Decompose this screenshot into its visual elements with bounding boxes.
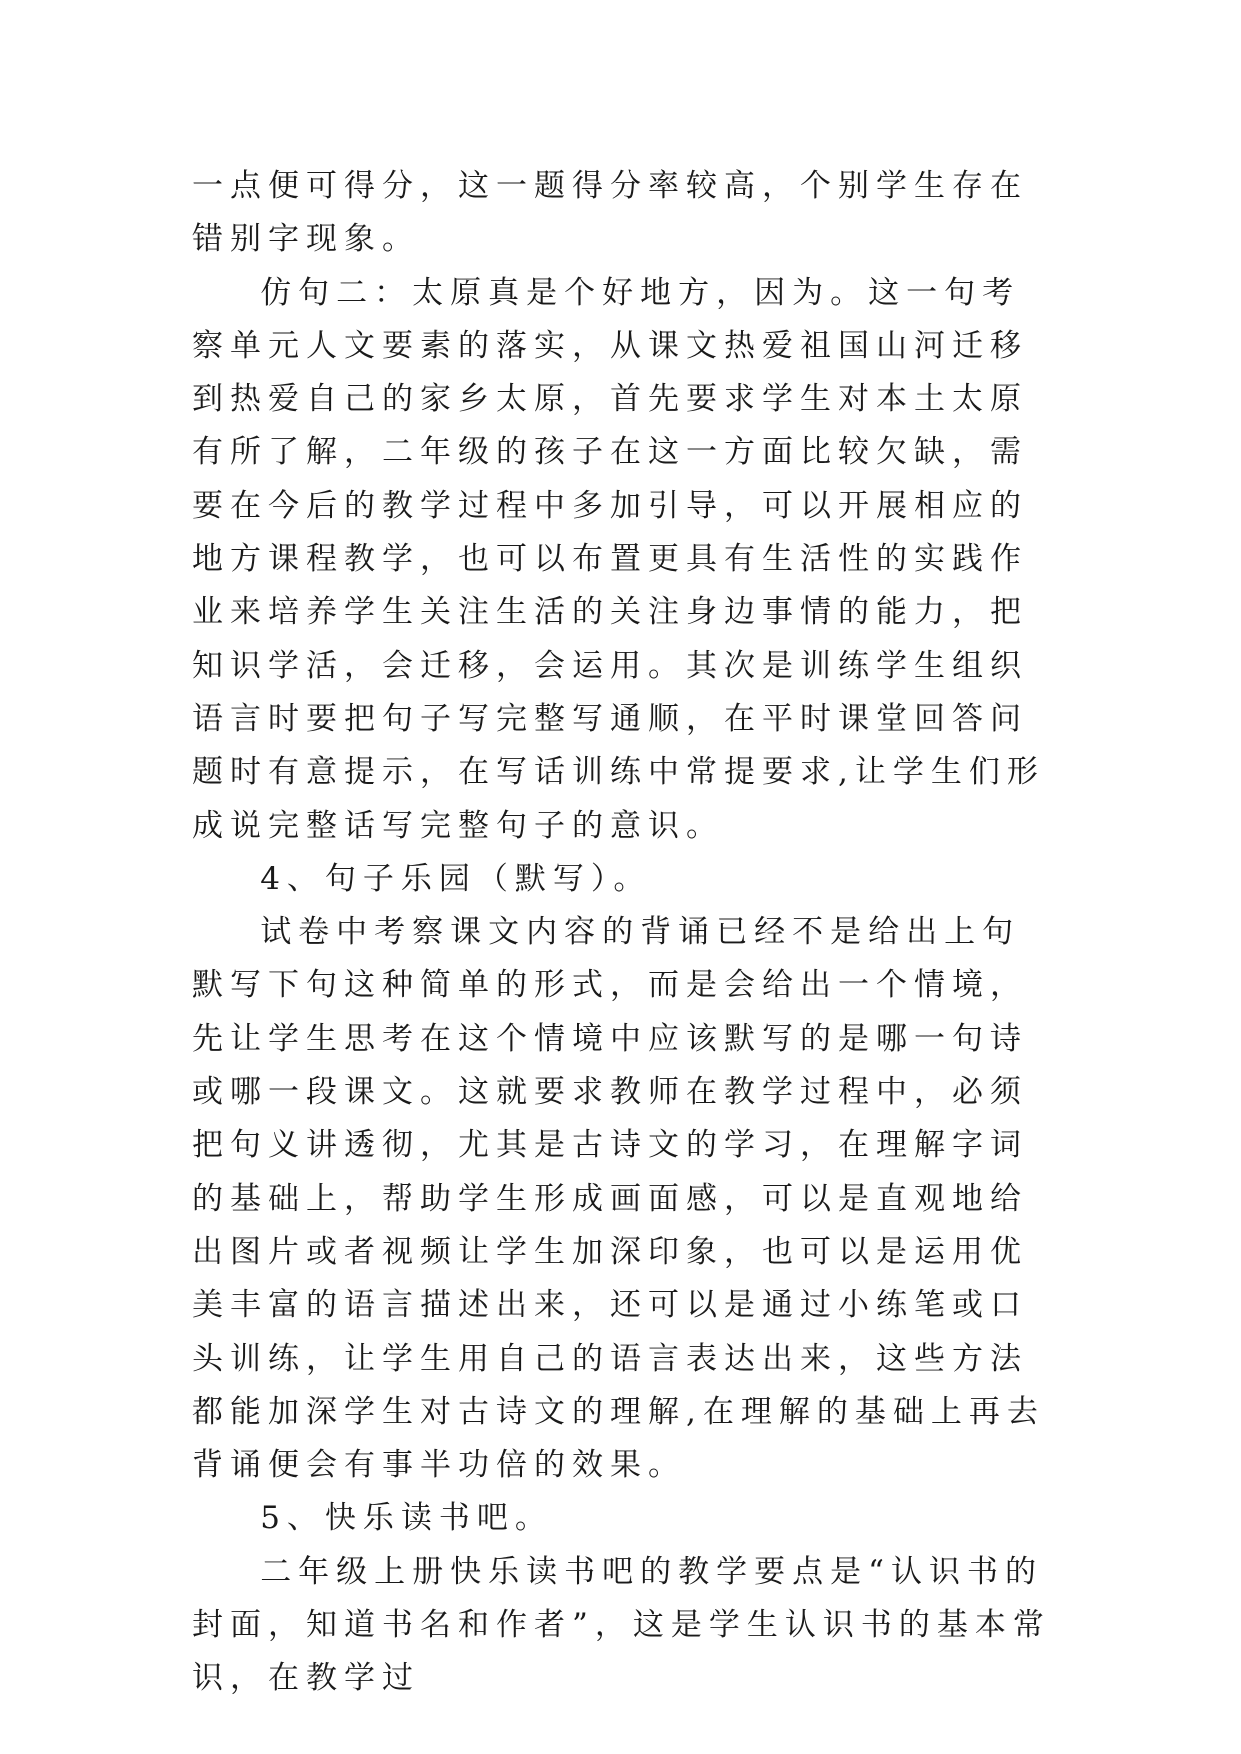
paragraph-recitation-analysis: 试卷中考察课文内容的背诵已经不是给出上句默写下句这种简单的形式，而是会给出一个情境，先让学生思考在这个情境中应该默写的是哪一句诗或哪一段课文。这就要求教师在教学过程中，必须把句义讲透彻，尤其是古诗文的学习，在理解字词的基础上，帮助学生形成画面感，可以是直观地给出图片或者视频让学生加深印象，也可以是运用优美丰富的语言描述出来，还可以是通过小练笔或口头训练，让学生用自己的语言表达出来，这些方法都能加深学生对古诗文的理解,在理解的基础上再去背诵便会有事半功倍的效果。 <box>192 914 1045 1484</box>
section-heading-sentence-garden: 4、句子乐园（默写）。 <box>260 860 652 897</box>
section-heading-happy-reading: 5、快乐读书吧。 <box>260 1500 553 1537</box>
paragraph-reading-bar: 二年级上册快乐读书吧的教学要点是“认识书的封面，知道书名和作者”，这是学生认识书的基本常识，在教学过 <box>192 1553 1051 1697</box>
document-body <box>192 160 1054 1706</box>
paragraph-continuation: 一点便可得分，这一题得分率较高，个别学生存在错别字现象。 <box>192 168 1028 258</box>
paragraph-imitation-sentence-two: 仿句二：太原真是个好地方，因为。这一句考察单元人文要素的落实，从课文热爱祖国山河迁移到热爱自己的家乡太原，首先要求学生对本土太原有所了解，二年级的孩子在这一方面比较欠缺，需要在今后的教学过程中多加引导，可以开展相应的地方课程教学，也可以布置更具有生活性的实践作业来培养学生关注生活的关注身边事情的能力，把知识学活，会迁移，会运用。其次是训练学生组织语言时要把句子写完整写通顺，在平时课堂回答问题时有意提示，在写话训练中常提要求,让学生们形成说完整话写完整句子的意识。 <box>192 274 1045 844</box>
